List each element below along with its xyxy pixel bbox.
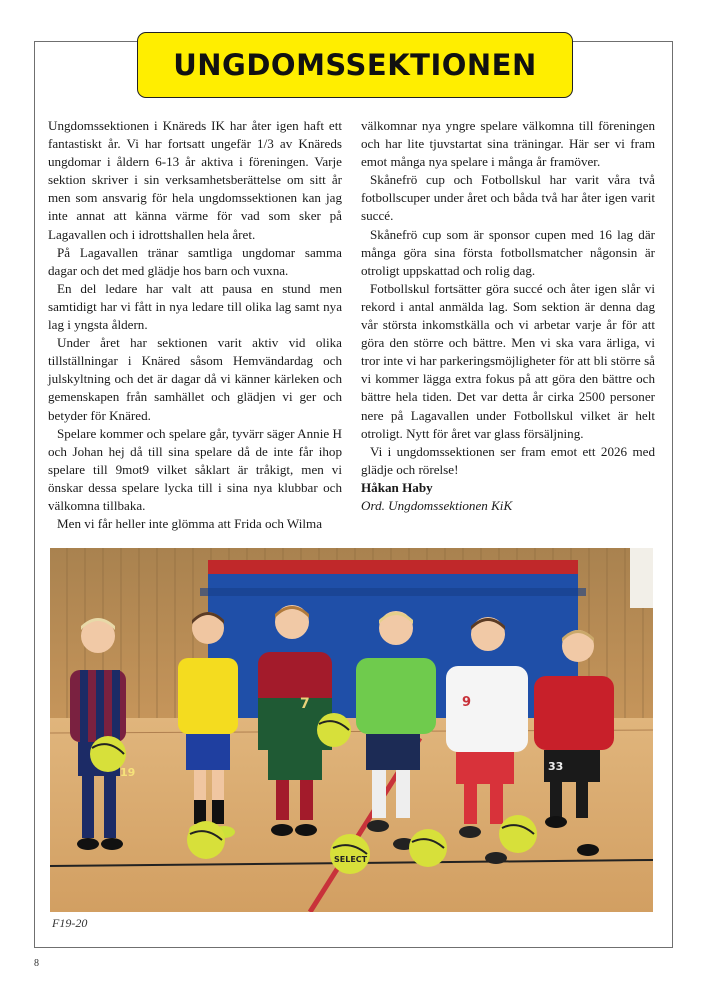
ball-label: SELECT — [334, 855, 368, 864]
page-number: 8 — [34, 958, 39, 969]
signature-name: Håkan Haby — [361, 479, 433, 495]
paragraph: Under året har sektionen varit aktiv vid olika tillställningar i Knäred såsom Hemvändardag och julskyltning och det är dagar då vi känner kärleken och gemenskapen från samhället och glädjen vi ger och betyder för Knäred. — [48, 335, 342, 423]
paragraph: På Lagavallen tränar samtliga ungdomar samma dagar och det med glädje hos barn och vuxna. — [48, 244, 342, 278]
paragraph: En del ledare har valt att pausa en stund men samtidigt har vi fått in nya ledare till olika lag samt nya lag i yngsta åldern. — [48, 280, 342, 333]
jersey-number: 9 — [462, 695, 472, 710]
jersey-number: 19 — [120, 766, 136, 779]
team-photo — [50, 548, 653, 912]
paragraph: Ungdomssektionen i Knäreds IK har åter igen haft ett fantastiskt år. Vi har fortsatt ungefär 1/3 av Knäreds ungdomar i åldern 6-13 år aktiva i föreningen. Varje sektion skriver i sin verksamhetsberättelse om sitt år men som ansvarig för hela ungdomssektionen kan jag inte annat att känna värme för vad som sker på Lagavallen och i idrottshallen hela året. — [48, 118, 342, 242]
text-column-right — [361, 117, 655, 515]
page-title: UNGDOMSSEKTIONEN — [173, 48, 537, 82]
signature-role: Ord. Ungdomssektionen KiK — [361, 497, 513, 513]
photo-caption: F19-20 — [52, 916, 88, 930]
paragraph: välkomnar nya yngre spelare välkomna till föreningen och har lite tjuvstartat sina träningar. Här ser vi fram emot många nya spelare i många år framöver. — [361, 118, 655, 170]
jersey-number: 7 — [300, 696, 310, 712]
paragraph: Skånefrö cup som är sponsor cupen med 16 lag där många göra sina första fotbollsmatcher någonsin är otroligt uppskattad och rolig dag. — [361, 226, 655, 278]
paragraph: Skånefrö cup och Fotbollskul har varit våra två fotbollscuper under året och båda två har åter igen varit succé. — [361, 172, 655, 224]
paragraph: Vi i ungdomssektionen ser fram emot ett 2026 med glädje och rörelse! — [361, 443, 655, 477]
jersey-number: 33 — [548, 760, 564, 773]
team-photo-illustration — [50, 548, 653, 912]
title-banner — [137, 32, 573, 98]
paragraph: Fotbollskul fortsätter göra succé och åter igen slår vi rekord i antal anmälda lag. Som sektion är denna dag vår största inkomstkälla och vi arbetar varje år för att göra den större och bättre. Men vi ska vara ärliga, vi tror inte vi har parkeringsmöjligheter för att bli större så vi kommer lägga extra fokus på att göra den bättre och bättre hela tiden. Det var detta år cirka 2500 personer nere på Lagavallen under Fotbollskul vilket är helt otroligt. Nytt för året var glass försäljning. — [361, 280, 655, 441]
paragraph: Spelare kommer och spelare går, tyvärr säger Annie H och Johan hej då till sina spelare då de inte får ihop spelare till 9mot9 vilket såklart är tråkigt, men vi önskar dessa spelare lycka till i sina nya klubbar och välkomna tillbaka. — [48, 425, 342, 513]
text-column-left — [48, 117, 342, 533]
paragraph: Men vi får heller inte glömma att Frida och Wilma — [57, 516, 323, 532]
